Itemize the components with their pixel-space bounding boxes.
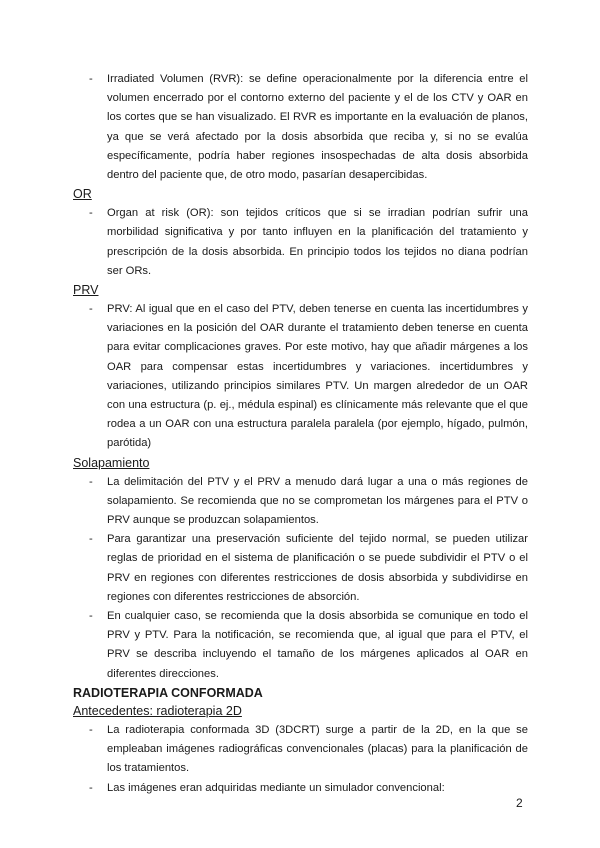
page-content <box>73 70 528 798</box>
list-item: - La delimitación del PTV y el PRV a menudo dará lugar a una o más regiones de solapamiento. Se recomienda que no se comprometan los márgenes para el PTV o PRV aunque se produzcan solapamientos. <box>73 473 528 531</box>
section-heading-prv: PRV <box>73 283 99 298</box>
rvr-list <box>73 70 528 185</box>
list-item: - Para garantizar una preservación suficiente del tejido normal, se pueden utilizar reglas de prioridad en el sistema de planificación o se puede subdividir el PTV o el PRV en regiones con diferentes restricciones de dosis absorbida y subdividirse en regiones con diferentes restricciones de absorción. <box>73 530 528 607</box>
section-heading-or: OR <box>73 187 92 202</box>
page-number: 2 <box>516 796 523 810</box>
list-item: - Irradiated Volumen (RVR): se define operacionalmente por la diferencia entre el volumen encerrado por el contorno externo del paciente y el de los CTV y OAR en los cortes que se han visualizado. El RVR es importante en la evaluación de planos, ya que se verá afectado por la dosis absorbida que reciba y, si no se evalúa específicamente, podría haber regiones insospechadas de alta dosis absorbida dentro del paciente que, de otro modo, pasarían desapercibidas. <box>73 70 528 185</box>
list-item: - Las imágenes eran adquiridas mediante un simulador convencional: <box>73 779 528 798</box>
section-heading-solapamiento: Solapamiento <box>73 455 150 470</box>
prv-list <box>73 300 528 454</box>
section-heading-antecedentes: Antecedentes: radioterapia 2D <box>73 703 242 718</box>
list-item: - En cualquier caso, se recomienda que la dosis absorbida se comunique en todo el PRV y PTV. Para la notificación, se recomienda que, al igual que para el PTV, el PRV se describa incluyendo el tamaño de los márgenes aplicados al OAR en diferentes direcciones. <box>73 607 528 684</box>
list-item: - PRV: Al igual que en el caso del PTV, deben tenerse en cuenta las incertidumbres y variaciones en la posición del OAR durante el tratamiento deben tenerse en cuenta para evitar complicaciones graves. Por este motivo, hay que añadir márgenes a los OAR para compensar estas incertidumbres y variaciones. incertidumbres y variaciones, utilizando principios similares PTV. Un margen alrededor de un OAR con una estructura (p. ej., médula espinal) es clínicamente más relevante que el que rodea a un OAR con una estructura paralela paralela (por ejemplo, hígado, pulmón, parótida) <box>73 300 528 454</box>
antecedentes-list <box>73 721 528 798</box>
list-item: - Organ at risk (OR): son tejidos críticos que si se irradian podrían sufrir una morbilidad significativa y por tanto influyen en la planificación del tratamiento y prescripción de la dosis absorbida. En principio todos los tejidos no diana podrían ser ORs. <box>73 204 528 281</box>
or-list <box>73 204 528 281</box>
section-heading-radioterapia-conformada: RADIOTERAPIA CONFORMADA <box>73 685 263 700</box>
solapamiento-list <box>73 473 528 684</box>
list-item: - La radioterapia conformada 3D (3DCRT) surge a partir de la 2D, en la que se empleaban imágenes radiográficas convencionales (placas) para la planificación de los tratamientos. <box>73 721 528 779</box>
